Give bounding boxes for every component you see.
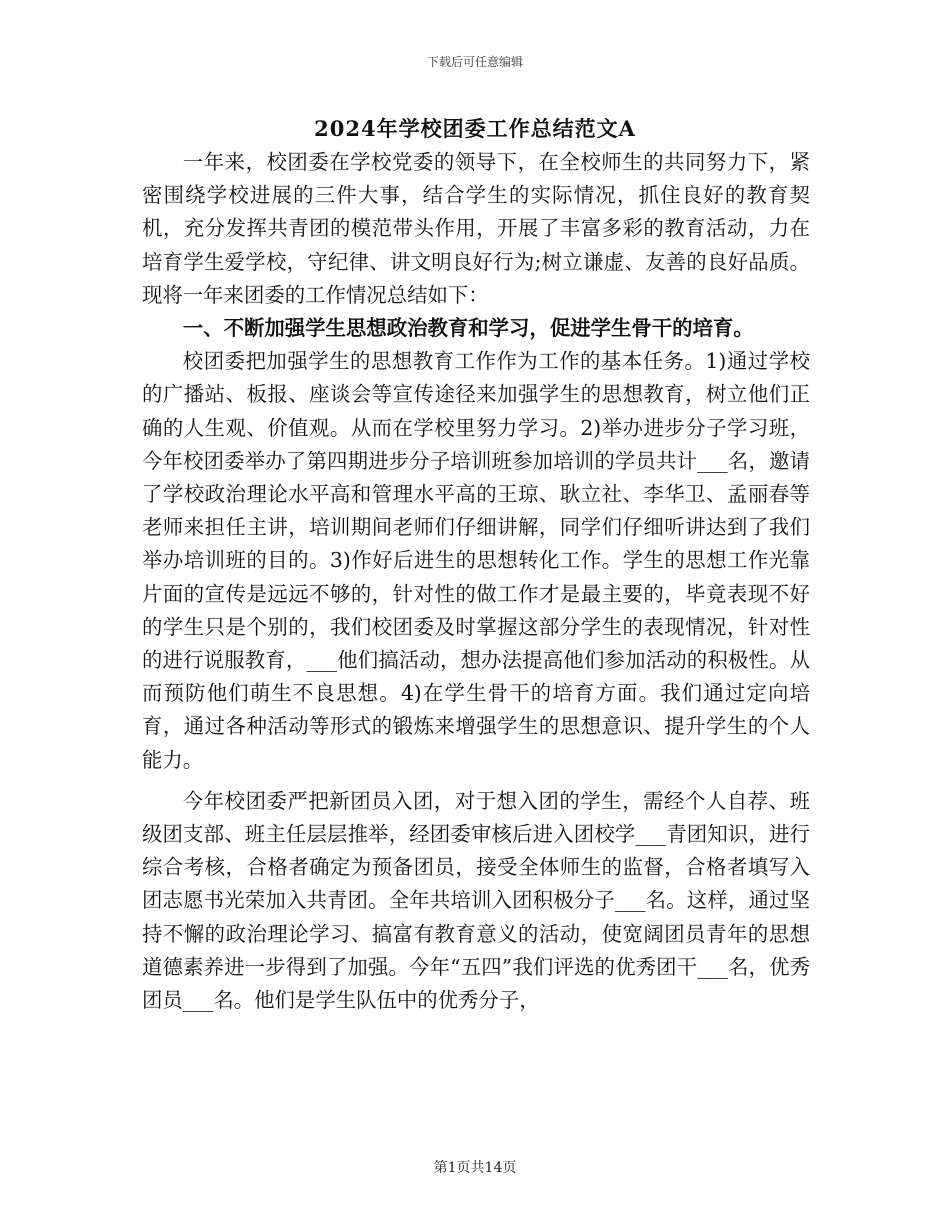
document-title: 2024年学校团委工作总结范文A <box>314 116 636 141</box>
intro-paragraph: 一年来，校团委在学校党委的领导下，在全校师生的共同努力下，紧密围绕学校进展的三件大事，结合学生的实际情况，抓住良好的教育契机，充分发挥共青团的模范带头作用，开展了丰富多彩的教育活动，力在培育学生爱学校，守纪律、讲文明良好行为;树立谦虚、友善的良好品质。现将一年来团委的工作情况总结如下： <box>142 150 810 307</box>
body-paragraph: 校团委把加强学生的思想教育工作作为工作的基本任务。1)通过学校的广播站、板报、座谈会等宣传途径来加强学生的思想教育，树立他们正确的人生观、价值观。从而在学校里努力学习。2)举办进步分子学习班，今年校团委举办了第四期进步分子培训班参加培训的学员共计___名，邀请了学校政治理论水平高和管理水平高的王琼、耿立社、李华卫、孟丽春等老师来担任主讲，培训期间老师们仔细讲解，同学们仔细听讲达到了我们举办培训班的目的。3)作好后进生的思想转化工作。学生的思想工作光靠片面的宣传是远远不够的，针对性的做工作才是最主要的，毕竟表现不好的学生只是个别的，我们校团委及时掌握这部分学生的表现情况，针对性的进行说服教育，___他们搞活动，想办法提高他们参加活动的积极性。从而预防他们萌生不良思想。4)在学生骨干的培育方面。我们通过定向培育，通过各种活动等形式的锻炼来增强学生的思想意识、提升学生的个人能力。 <box>142 349 810 772</box>
header-note: 下载后可任意编辑 <box>426 55 523 69</box>
section-heading: 一、不断加强学生思想政治教育和学习，促进学生骨干的培育。 <box>182 316 754 341</box>
body-paragraph: 今年校团委严把新团员入团，对于想入团的学生，需经个人自荐、班级团支部、班主任层层推举，经团委审核后进入团校学___青团知识，进行综合考核，合格者确定为预备团员，接受全体师生的监督，合格者填写入团志愿书光荣加入共青团。全年共培训入团积极分子___名。这样，通过坚持不懈的政治理论学习、搞富有教育意义的活动，使宽阔团员青年的思想道德素养进一步得到了加强。今年“五四”我们评选的优秀团干___名，优秀团员___名。他们是学生队伍中的优秀分子， <box>142 788 810 1013</box>
page-footer: 第1页共14页 <box>433 1160 517 1176</box>
document-body <box>142 146 810 1017</box>
